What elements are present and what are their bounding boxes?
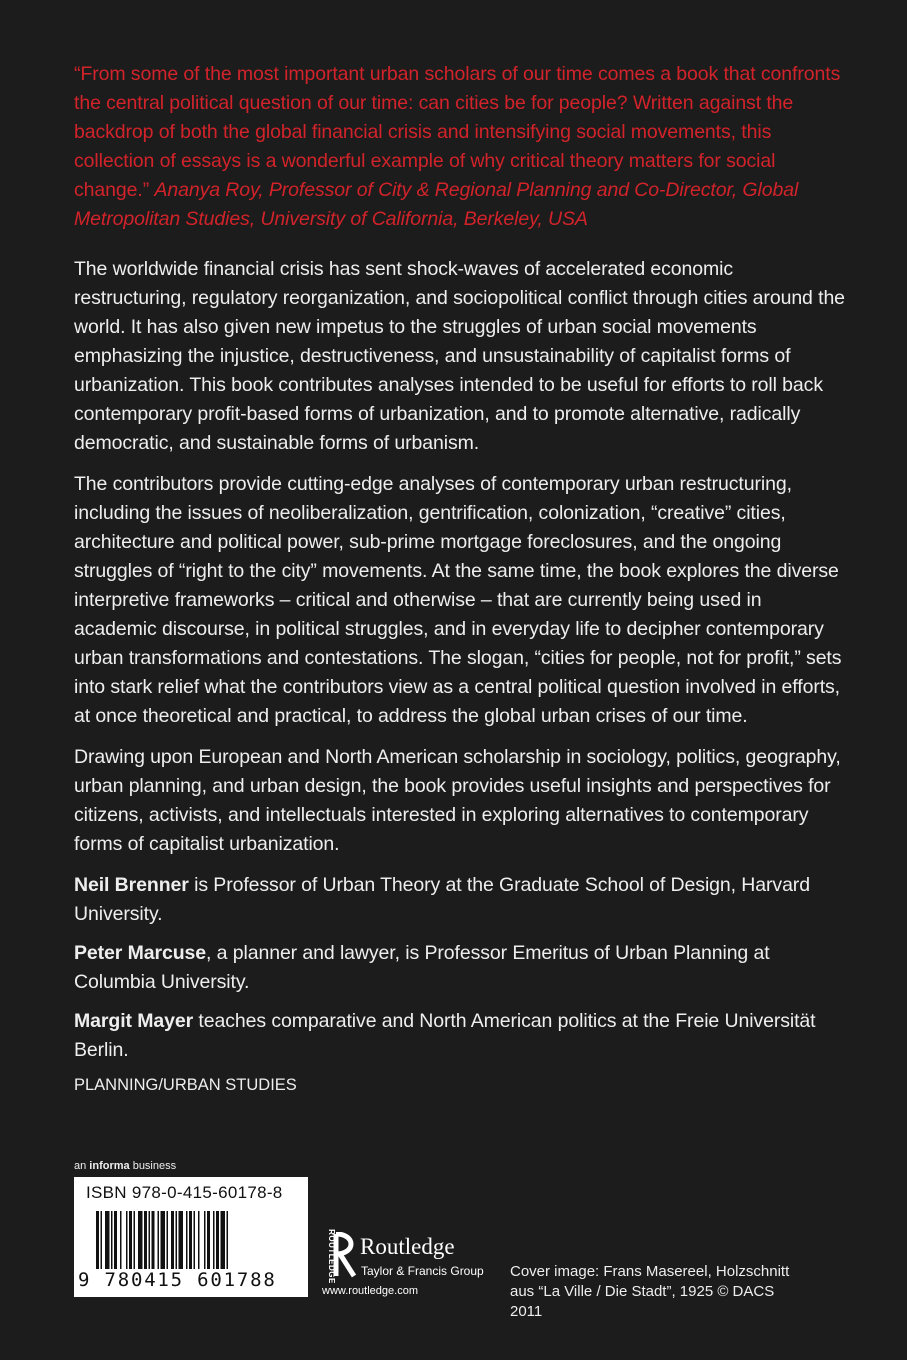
barcode-bar — [126, 1211, 128, 1269]
endorsement-quote — [74, 60, 844, 234]
author-name: Peter Marcuse — [74, 942, 207, 964]
barcode-bar — [120, 1211, 122, 1269]
barcode-bar — [186, 1211, 188, 1269]
quote-text: “From some of the most important urban scholars of our time comes a book that confronts the central political question of our time: can cities be for people? Written against the backdrop of both the global financial crisis and intensifying social movements, this collection of essays is a wonderful example of why critical theory matters for social change.” — [74, 63, 841, 201]
barcode-bar — [111, 1211, 113, 1269]
barcode-bar — [189, 1211, 192, 1269]
author-bio-text: , a planner and lawyer, is Professor Emeritus of Urban Planning at Columbia University. — [74, 942, 770, 993]
author-bio — [74, 871, 849, 929]
barcode-digits: 9 780415 601788 — [78, 1269, 277, 1291]
author-bio-text: is Professor of Urban Theory at the Graduate School of Design, Harvard University. — [74, 874, 810, 925]
author-name: Margit Mayer — [74, 1010, 194, 1032]
barcode-bar — [167, 1211, 169, 1269]
barcode-bar — [105, 1211, 110, 1269]
barcode-bar — [179, 1211, 184, 1269]
publisher-logo — [318, 1228, 498, 1298]
publisher-url: www.routledge.com — [322, 1285, 418, 1297]
isbn-label: ISBN 978-0-415-60178-8 — [86, 1183, 283, 1202]
barcode-bar — [213, 1211, 215, 1269]
barcode-bar — [198, 1211, 200, 1269]
barcode-bar — [134, 1211, 136, 1269]
informa-logo: informa — [89, 1160, 130, 1172]
publisher-group: Taylor & Francis Group — [361, 1264, 484, 1278]
description-paragraph: The contributors provide cutting-edge analyses of contemporary urban restructuring, including the issues of neoliberalization, gentrification, colonization, “creative” cities, architecture and political power, sub-prime mortgage foreclosures, and the ongoing struggles of “right to the city” movements. At the same time, the book explores the diverse interpretive frameworks – critical and otherwise – that are currently being used in academic discourse, in political struggles, and in everyday life to decipher contemporary urban transformations and contestations. The slogan, “cities for people, not for profit,” sets into stark relief what the contributors view as a central political question involved in efforts, at once theoretical and practical, to address the global urban crises of our time. — [74, 473, 842, 727]
barcode-bar — [96, 1211, 99, 1269]
quote-attribution: Ananya Roy, Professor of City & Regional Planning and Co-Director, Global Metropolitan Studies, University of California, Berkeley, USA — [74, 179, 799, 230]
barcode-bar — [171, 1211, 174, 1269]
barcode-bar — [138, 1211, 143, 1269]
barcode-bar — [149, 1211, 151, 1269]
barcode-bar — [194, 1211, 196, 1269]
isbn-barcode — [74, 1177, 308, 1297]
barcode-bar — [114, 1211, 117, 1269]
barcode-bar — [144, 1211, 147, 1269]
barcode-bar — [158, 1211, 160, 1269]
description — [74, 255, 849, 1075]
barcode-bar — [101, 1211, 103, 1269]
description-paragraph: Drawing upon European and North American scholarship in sociology, politics, geography, urban planning, and urban design, the book provides useful insights and perspectives for citizens, activists, and intellectuals interested in exploring alternatives to contemporary forms of capitalist urbanization. — [74, 746, 841, 855]
cover-image-credit: Cover image: Frans Masereel, Holzschnitt aus “La Ville / Die Stadt”, 1925 © DACS 2011 — [510, 1263, 790, 1320]
publisher-vertical-wordmark: ROUTLEDGE — [326, 1229, 336, 1284]
publisher-name: Routledge — [360, 1234, 455, 1259]
barcode-bar — [216, 1211, 219, 1269]
barcode-bar — [129, 1211, 132, 1269]
subject-category: PLANNING/URBAN STUDIES — [74, 1076, 297, 1094]
barcode-bar — [221, 1211, 226, 1269]
barcode-bar — [176, 1211, 178, 1269]
author-name: Neil Brenner — [74, 874, 189, 896]
barcode-bar — [227, 1211, 229, 1269]
barcode-bar — [207, 1211, 210, 1269]
barcode-bar — [204, 1211, 206, 1269]
author-bio — [74, 939, 849, 997]
barcode-bar — [152, 1211, 155, 1269]
informa-business-label: an informa business — [74, 1160, 177, 1172]
author-bio — [74, 1007, 849, 1065]
author-bio-text: teaches comparative and North American politics at the Freie Universität Berlin. — [74, 1010, 816, 1061]
description-paragraph: The worldwide financial crisis has sent shock-waves of accelerated economic restructuring, regulatory reorganization, and sociopolitical conflict through cities around the world. It has also given new impetus to the struggles of urban social movements emphasizing the injustice, destructiveness, and unsustainability of capitalist forms of urbanization. This book contributes analyses intended to be useful for efforts to roll back contemporary profit-based forms of urbanization, and to promote alternative, radically democratic, and sustainable forms of urbanism. — [74, 258, 845, 454]
barcode-bar — [161, 1211, 166, 1269]
